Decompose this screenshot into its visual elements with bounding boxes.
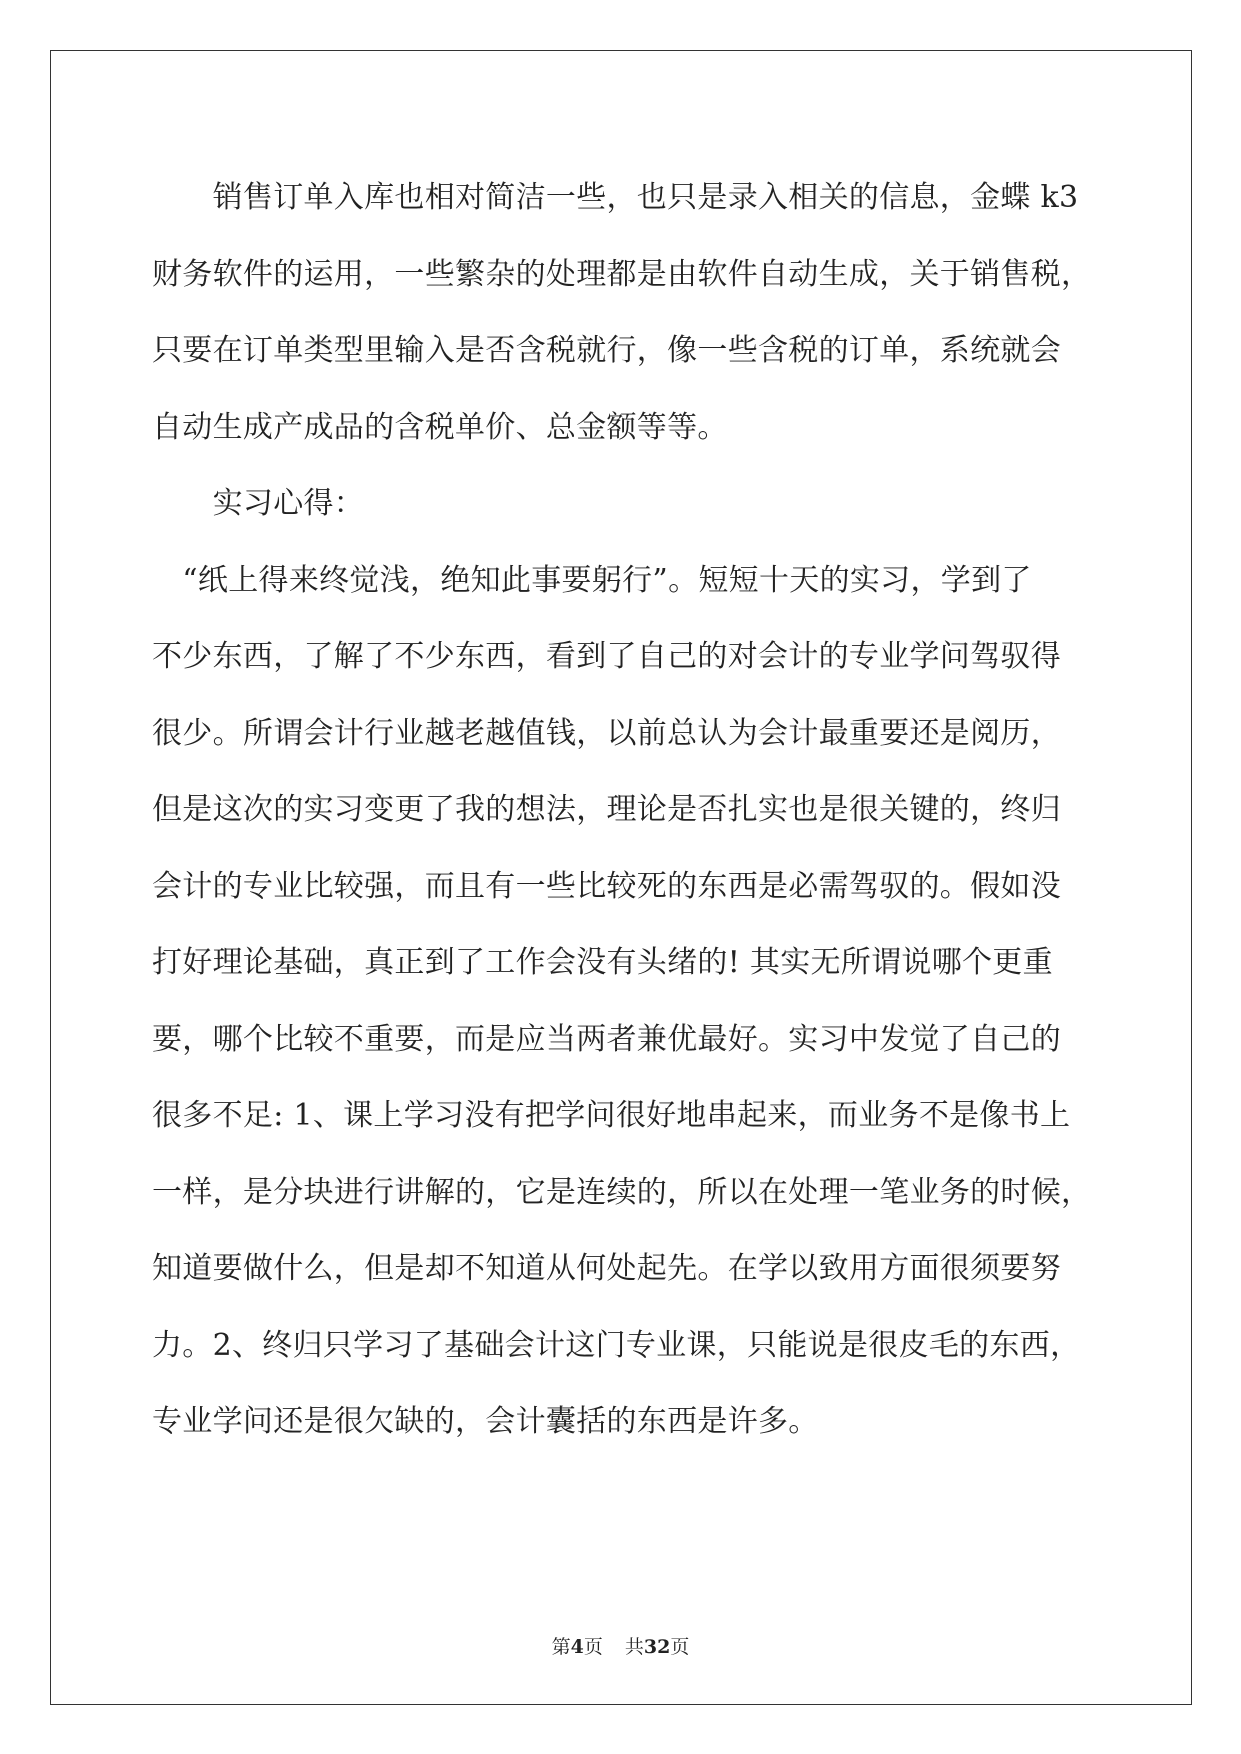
text-line: 专业学问还是很欠缺的，会计囊括的东西是许多。 — [152, 1404, 819, 1439]
total-suffix: 页 — [670, 1636, 690, 1658]
text-line: 自动生成产成品的含税单价、总金额等等。 — [152, 410, 728, 445]
text-line: 会计的专业比较强，而且有一些比较死的东西是必需驾驭的。假如没 — [152, 869, 1061, 904]
text-line: 销售订单入库也相对简洁一些，也只是录入相关的信息，金蝶 k3 — [152, 180, 1079, 215]
page-prefix: 第 — [551, 1636, 571, 1658]
page-suffix: 页 — [583, 1636, 603, 1658]
text-line: 财务软件的运用，一些繁杂的处理都是由软件自动生成，关于销售税， — [152, 257, 1092, 292]
text-line: 力。2、终归只学习了基础会计这门专业课，只能说是很皮毛的东西， — [152, 1328, 1081, 1363]
text-line: 要，哪个比较不重要，而是应当两者兼优最好。实习中发觉了自己的 — [152, 1022, 1061, 1057]
text-line: 但是这次的实习变更了我的想法，理论是否扎实也是很关键的，终归 — [152, 792, 1061, 827]
text-line: 很少。所谓会计行业越老越值钱，以前总认为会计最重要还是阅历， — [152, 716, 1061, 751]
text-line: 知道要做什么，但是却不知道从何处起先。在学以致用方面很须要努 — [152, 1251, 1061, 1286]
text-line: 打好理论基础，真正到了工作会没有头绪的! 其实无所谓说哪个更重 — [152, 945, 1053, 980]
text-line: “纸上得来终觉浅，绝知此事要躬行”。短短十天的实习，学到了 — [152, 563, 1032, 598]
total-prefix: 共 — [624, 1636, 644, 1658]
text-line: 一样，是分块进行讲解的，它是连续的，所以在处理一笔业务的时候， — [152, 1175, 1092, 1210]
page-footer — [0, 1632, 1241, 1659]
text-line: 很多不足: 1、课上学习没有把学问很好地串起来，而业务不是像书上 — [152, 1098, 1071, 1133]
text-line: 不少东西，了解了不少东西，看到了自己的对会计的专业学问驾驭得 — [152, 639, 1061, 674]
page-number: 4 — [570, 1636, 584, 1658]
text-line: 只要在订单类型里输入是否含税就行，像一些含税的订单，系统就会 — [152, 333, 1061, 368]
text-line: 实习心得： — [152, 486, 365, 521]
total-pages: 32 — [643, 1636, 671, 1658]
